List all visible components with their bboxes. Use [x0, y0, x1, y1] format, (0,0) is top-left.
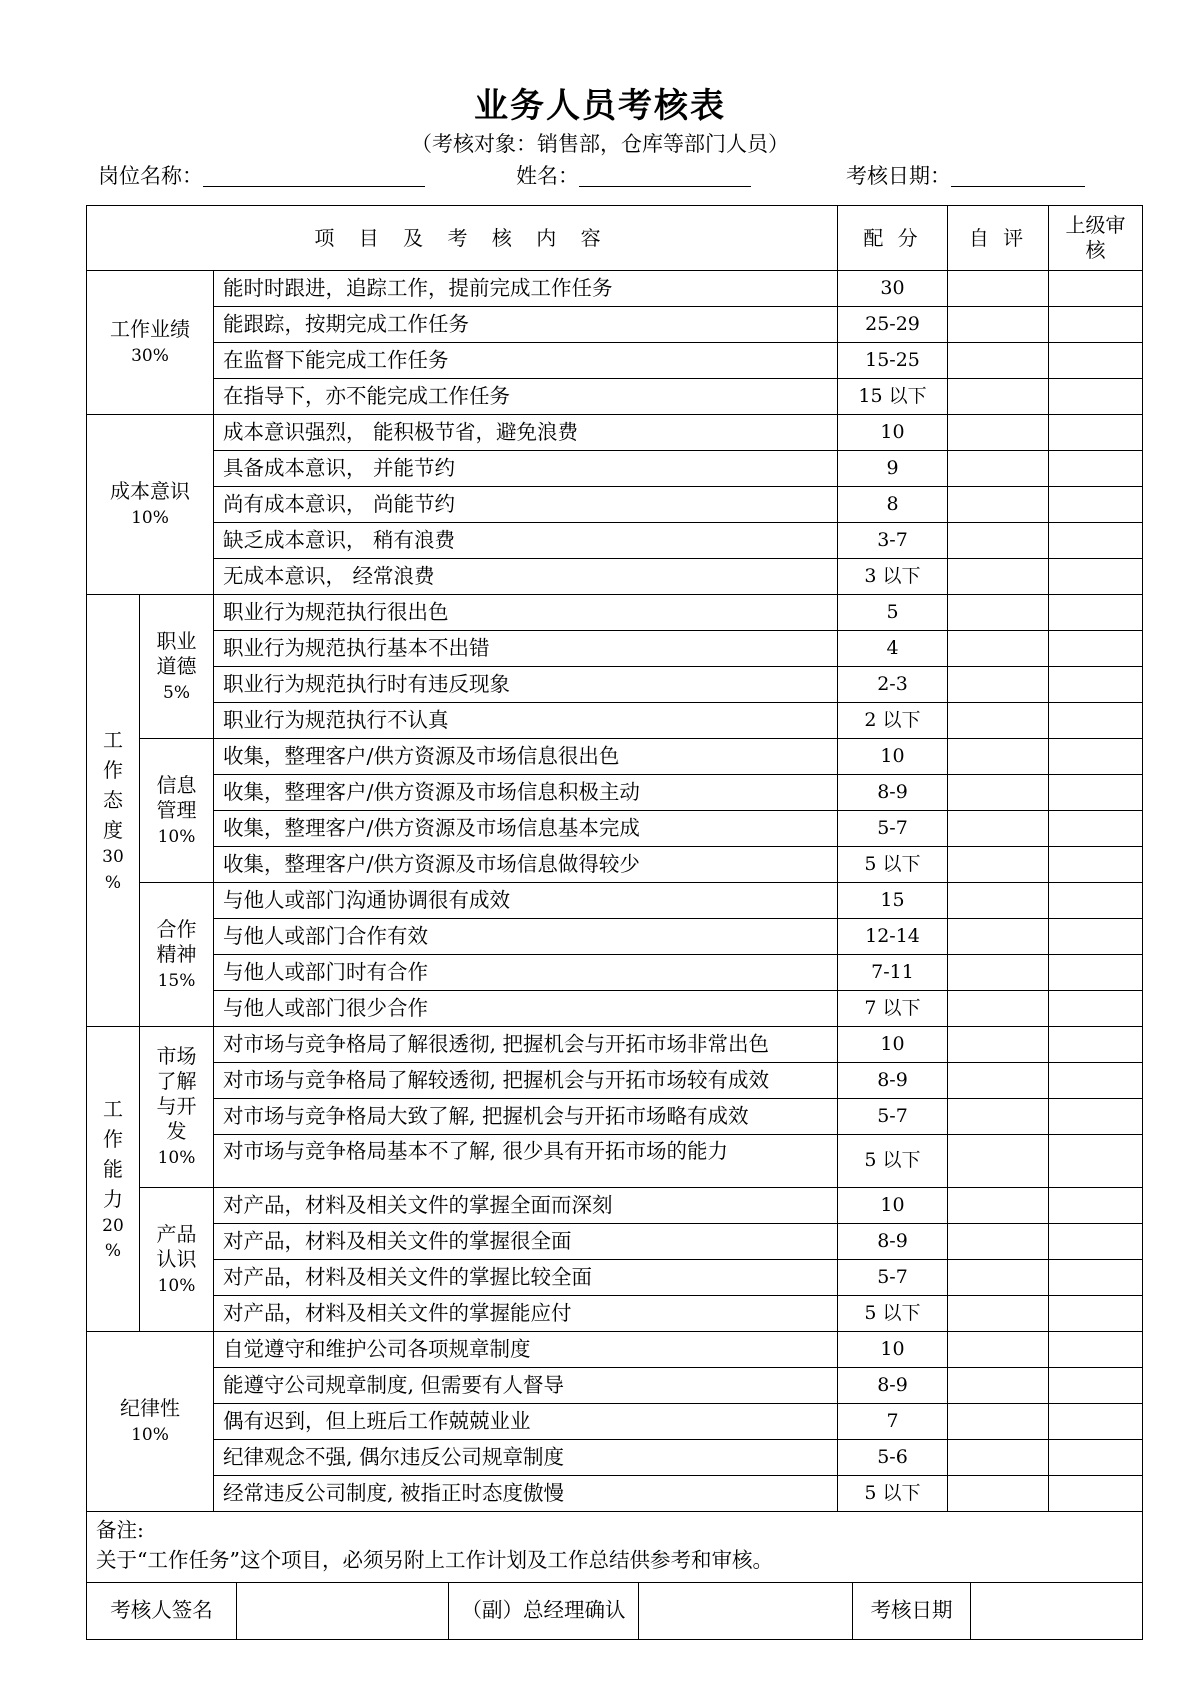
row-desc: 能时时跟进，追踪工作，提前完成工作任务	[214, 271, 838, 307]
notes-text: 关于“工作任务”这个项目，必须另附上工作计划及工作总结供参考和审核。	[96, 1547, 773, 1572]
row-desc: 与他人或部门很少合作	[214, 991, 838, 1027]
header-superior	[1049, 206, 1143, 271]
row-desc: 对产品，材料及相关文件的掌握比较全面	[214, 1260, 838, 1296]
self-eval-cell[interactable]	[948, 991, 1049, 1027]
row-desc: 对产品，材料及相关文件的掌握能应付	[214, 1296, 838, 1332]
date-input[interactable]	[951, 166, 1085, 187]
table-row	[87, 1296, 1143, 1332]
category-ability-char: 力	[103, 1186, 123, 1211]
superior-eval-cell[interactable]	[1049, 1260, 1143, 1296]
row-score: 10	[838, 1027, 948, 1063]
category-attitude-char: 态	[103, 788, 123, 812]
category-attitude-pct: 30	[102, 847, 124, 867]
self-eval-cell[interactable]	[948, 1332, 1049, 1368]
row-desc: 收集，整理客户/供方资源及市场信息基本完成	[214, 811, 838, 847]
table-row	[87, 1368, 1143, 1404]
row-score: 9	[838, 451, 948, 487]
notes-row	[87, 1512, 1143, 1583]
category-attitude-char: 度	[103, 818, 123, 842]
table-row	[87, 667, 1143, 703]
row-desc: 收集，整理客户/供方资源及市场信息积极主动	[214, 775, 838, 811]
row-desc: 具备成本意识， 并能节约	[214, 451, 838, 487]
category-attitude-char: 作	[103, 758, 123, 782]
row-desc: 对市场与竞争格局大致了解, 把握机会与开拓市场略有成效	[214, 1099, 838, 1135]
category-cost	[87, 415, 214, 595]
row-score: 7 以下	[838, 991, 948, 1027]
table-row	[87, 523, 1143, 559]
category-attitude-pct-sign: %	[104, 872, 122, 893]
row-score: 10	[838, 1188, 948, 1224]
subcategory-product-name: 认识	[156, 1246, 197, 1271]
table-row	[87, 559, 1143, 595]
table-row	[87, 1099, 1143, 1135]
header-superior-line1: 上级审	[1065, 213, 1126, 237]
header-superior-line2: 核	[1085, 238, 1106, 262]
superior-eval-cell[interactable]	[1049, 1063, 1143, 1099]
table-row	[87, 631, 1143, 667]
self-eval-cell[interactable]	[948, 811, 1049, 847]
superior-eval-cell[interactable]	[1049, 1099, 1143, 1135]
row-desc: 收集，整理客户/供方资源及市场信息做得较少	[214, 847, 838, 883]
table-row	[87, 271, 1143, 307]
superior-eval-cell[interactable]	[1049, 451, 1143, 487]
subcategory-ethics-name: 道德	[156, 653, 197, 678]
date-label: 考核日期：	[846, 164, 951, 188]
category-performance-name: 工作业绩	[110, 317, 190, 342]
subcategory-market-name: 与开	[156, 1094, 197, 1119]
table-row	[87, 451, 1143, 487]
table-row	[87, 1027, 1143, 1063]
superior-eval-cell[interactable]	[1049, 919, 1143, 955]
category-ability-char: 能	[103, 1156, 123, 1181]
row-desc: 职业行为规范执行时有违反现象	[214, 667, 838, 703]
row-score: 7-11	[838, 955, 948, 991]
row-desc: 对产品，材料及相关文件的掌握全面而深刻	[214, 1188, 838, 1224]
superior-eval-cell[interactable]	[1049, 1404, 1143, 1440]
superior-eval-cell[interactable]	[1049, 955, 1143, 991]
header-content: 项 目 及 考 核 内 容	[87, 206, 838, 271]
superior-eval-cell[interactable]	[1049, 847, 1143, 883]
subcategory-ethics-pct: 5%	[163, 682, 190, 703]
self-eval-cell[interactable]	[948, 1135, 1049, 1188]
row-score: 5-7	[838, 811, 948, 847]
row-desc: 纪律观念不强, 偶尔违反公司规章制度	[214, 1440, 838, 1476]
self-eval-cell[interactable]	[948, 1027, 1049, 1063]
self-eval-cell[interactable]	[948, 1404, 1049, 1440]
subcategory-teamwork-pct: 15%	[157, 970, 196, 991]
self-eval-cell[interactable]	[948, 1368, 1049, 1404]
row-score: 8-9	[838, 1063, 948, 1099]
self-eval-cell[interactable]	[948, 1440, 1049, 1476]
name-input[interactable]	[579, 166, 751, 187]
row-desc: 无成本意识， 经常浪费	[214, 559, 838, 595]
row-score: 15 以下	[838, 379, 948, 415]
row-score: 2 以下	[838, 703, 948, 739]
table-row	[87, 595, 1143, 631]
subcategory-market-name: 了解	[156, 1069, 197, 1094]
subcategory-product	[140, 1188, 214, 1332]
row-score: 2-3	[838, 667, 948, 703]
table-row	[87, 1440, 1143, 1476]
position-field	[98, 160, 425, 190]
position-input[interactable]	[203, 166, 425, 187]
self-eval-cell[interactable]	[948, 847, 1049, 883]
subcategory-market-pct: 10%	[157, 1148, 196, 1169]
row-desc: 职业行为规范执行基本不出错	[214, 631, 838, 667]
row-score: 5	[838, 595, 948, 631]
header-score: 配 分	[838, 206, 948, 271]
superior-eval-cell[interactable]	[1049, 703, 1143, 739]
subcategory-ethics-name: 职业	[156, 628, 197, 653]
superior-eval-cell[interactable]	[1049, 739, 1143, 775]
superior-eval-cell[interactable]	[1049, 523, 1143, 559]
row-desc: 经常违反公司制度, 被指正时态度傲慢	[214, 1476, 838, 1512]
row-desc: 对市场与竞争格局了解较透彻, 把握机会与开拓市场较有成效	[214, 1063, 838, 1099]
row-score: 15-25	[838, 343, 948, 379]
superior-eval-cell[interactable]	[1049, 1476, 1143, 1512]
row-desc: 缺乏成本意识， 稍有浪费	[214, 523, 838, 559]
table-row	[87, 1063, 1143, 1099]
superior-eval-cell[interactable]	[1049, 595, 1143, 631]
category-discipline-name: 纪律性	[120, 1396, 180, 1421]
row-score: 5 以下	[838, 1135, 948, 1188]
table-row	[87, 487, 1143, 523]
table-row	[87, 1476, 1143, 1512]
table-row	[87, 703, 1143, 739]
table-row	[87, 1135, 1143, 1188]
row-desc: 与他人或部门合作有效	[214, 919, 838, 955]
row-score: 5 以下	[838, 1296, 948, 1332]
row-score: 3 以下	[838, 559, 948, 595]
position-label: 岗位名称：	[98, 164, 203, 188]
subcategory-info	[140, 739, 214, 883]
name-label: 姓名：	[516, 164, 579, 188]
assessor-signature-field[interactable]	[237, 1582, 449, 1639]
page-title: 业务人员考核表	[474, 86, 726, 126]
row-score: 4	[838, 631, 948, 667]
row-desc: 偶有迟到，但上班后工作兢兢业业	[214, 1404, 838, 1440]
table-row	[87, 955, 1143, 991]
row-desc: 成本意识强烈， 能积极节省，避免浪费	[214, 415, 838, 451]
gm-confirm-field[interactable]	[639, 1582, 853, 1639]
superior-eval-cell[interactable]	[1049, 667, 1143, 703]
superior-eval-cell[interactable]	[1049, 1135, 1143, 1188]
gm-confirm-label: （副）总经理确认	[449, 1582, 639, 1639]
self-eval-cell[interactable]	[948, 667, 1049, 703]
subcategory-market-name: 市场	[156, 1044, 197, 1069]
table-row	[87, 775, 1143, 811]
category-discipline	[87, 1332, 214, 1512]
superior-eval-cell[interactable]	[1049, 991, 1143, 1027]
row-score: 5 以下	[838, 1476, 948, 1512]
superior-eval-cell[interactable]	[1049, 307, 1143, 343]
category-attitude-char: 工	[103, 728, 123, 752]
category-performance	[87, 271, 214, 415]
self-eval-cell[interactable]	[948, 451, 1049, 487]
row-desc: 对产品，材料及相关文件的掌握很全面	[214, 1224, 838, 1260]
row-desc: 能跟踪，按期完成工作任务	[214, 307, 838, 343]
signature-row	[87, 1582, 1143, 1639]
category-ability-pct-sign: %	[104, 1241, 122, 1261]
notes-cell	[87, 1512, 1143, 1583]
table-row	[87, 811, 1143, 847]
table-row	[87, 1260, 1143, 1296]
subcategory-info-name: 信息	[156, 772, 197, 797]
row-desc: 在监督下能完成工作任务	[214, 343, 838, 379]
self-eval-cell[interactable]	[948, 1188, 1049, 1224]
category-ability	[87, 1027, 140, 1332]
row-score: 8-9	[838, 1224, 948, 1260]
row-desc: 在指导下，亦不能完成工作任务	[214, 379, 838, 415]
row-score: 3-7	[838, 523, 948, 559]
assessment-date-label: 考核日期	[853, 1582, 971, 1639]
superior-eval-cell[interactable]	[1049, 487, 1143, 523]
self-eval-cell[interactable]	[948, 1296, 1049, 1332]
table-row	[87, 1404, 1143, 1440]
category-ability-pct: 20	[102, 1215, 124, 1236]
superior-eval-cell[interactable]	[1049, 1440, 1143, 1476]
assessment-table-wrap	[86, 205, 1142, 1640]
row-score: 8-9	[838, 1368, 948, 1404]
row-score: 10	[838, 415, 948, 451]
row-desc: 与他人或部门时有合作	[214, 955, 838, 991]
assessor-signature-label: 考核人签名	[87, 1582, 237, 1639]
row-score: 12-14	[838, 919, 948, 955]
superior-eval-cell[interactable]	[1049, 343, 1143, 379]
row-score: 5 以下	[838, 847, 948, 883]
row-score: 8-9	[838, 775, 948, 811]
superior-eval-cell[interactable]	[1049, 811, 1143, 847]
subcategory-market-name: 发	[166, 1119, 187, 1144]
subcategory-teamwork	[140, 883, 214, 1027]
row-desc: 职业行为规范执行很出色	[214, 595, 838, 631]
table-row	[87, 415, 1143, 451]
row-desc: 与他人或部门沟通协调很有成效	[214, 883, 838, 919]
category-attitude	[87, 595, 140, 1027]
subcategory-teamwork-name: 精神	[156, 941, 197, 966]
row-score: 30	[838, 271, 948, 307]
table-row	[87, 343, 1143, 379]
row-score: 10	[838, 739, 948, 775]
table-row	[87, 1188, 1143, 1224]
self-eval-cell[interactable]	[948, 487, 1049, 523]
category-performance-pct: 30%	[131, 346, 169, 367]
self-eval-cell[interactable]	[948, 415, 1049, 451]
self-eval-cell[interactable]	[948, 1099, 1049, 1135]
self-eval-cell[interactable]	[948, 343, 1049, 379]
self-eval-cell[interactable]	[948, 523, 1049, 559]
row-desc: 职业行为规范执行不认真	[214, 703, 838, 739]
superior-eval-cell[interactable]	[1049, 559, 1143, 595]
self-eval-cell[interactable]	[948, 919, 1049, 955]
self-eval-cell[interactable]	[948, 1260, 1049, 1296]
category-ability-char: 作	[103, 1126, 123, 1151]
row-desc: 尚有成本意识， 尚能节约	[214, 487, 838, 523]
assessment-date-field[interactable]	[971, 1582, 1143, 1639]
category-ability-char: 工	[103, 1096, 123, 1121]
subcategory-info-pct: 10%	[157, 826, 196, 847]
superior-eval-cell[interactable]	[1049, 1027, 1143, 1063]
superior-eval-cell[interactable]	[1049, 271, 1143, 307]
name-field	[516, 160, 751, 190]
row-desc: 对市场与竞争格局了解很透彻, 把握机会与开拓市场非常出色	[214, 1027, 838, 1063]
table-row	[87, 379, 1143, 415]
header-self: 自 评	[948, 206, 1049, 271]
superior-eval-cell[interactable]	[1049, 1368, 1143, 1404]
superior-eval-cell[interactable]	[1049, 883, 1143, 919]
row-score: 8	[838, 487, 948, 523]
self-eval-cell[interactable]	[948, 883, 1049, 919]
superior-eval-cell[interactable]	[1049, 1296, 1143, 1332]
row-desc: 自觉遵守和维护公司各项规章制度	[214, 1332, 838, 1368]
self-eval-cell[interactable]	[948, 559, 1049, 595]
self-eval-cell[interactable]	[948, 1224, 1049, 1260]
table-row	[87, 739, 1143, 775]
row-score: 25-29	[838, 307, 948, 343]
row-score: 10	[838, 1332, 948, 1368]
table-row	[87, 991, 1143, 1027]
self-eval-cell[interactable]	[948, 595, 1049, 631]
superior-eval-cell[interactable]	[1049, 775, 1143, 811]
category-cost-pct: 10%	[131, 508, 169, 529]
superior-eval-cell[interactable]	[1049, 1332, 1143, 1368]
superior-eval-cell[interactable]	[1049, 1188, 1143, 1224]
subcategory-ethics	[140, 595, 214, 739]
notes-label: 备注:	[96, 1518, 144, 1542]
self-eval-cell[interactable]	[948, 739, 1049, 775]
signature-table	[86, 1582, 1143, 1640]
table-row	[87, 307, 1143, 343]
table-row	[87, 919, 1143, 955]
self-eval-cell[interactable]	[948, 703, 1049, 739]
category-discipline-pct: 10%	[131, 1425, 169, 1446]
page-subtitle: （考核对象：销售部，仓库等部门人员）	[411, 132, 789, 156]
row-score: 5-7	[838, 1099, 948, 1135]
subcategory-info-name: 管理	[156, 797, 197, 822]
row-desc: 收集，整理客户/供方资源及市场信息很出色	[214, 739, 838, 775]
self-eval-cell[interactable]	[948, 271, 1049, 307]
row-desc: 能遵守公司规章制度, 但需要有人督导	[214, 1368, 838, 1404]
subcategory-market	[140, 1027, 214, 1188]
subcategory-product-pct: 10%	[157, 1275, 196, 1296]
subcategory-teamwork-name: 合作	[156, 916, 197, 941]
row-desc: 对市场与竞争格局基本不了解, 很少具有开拓市场的能力	[214, 1135, 838, 1188]
row-score: 7	[838, 1404, 948, 1440]
table-header-row	[87, 206, 1143, 271]
self-eval-cell[interactable]	[948, 631, 1049, 667]
self-eval-cell[interactable]	[948, 379, 1049, 415]
table-row	[87, 847, 1143, 883]
row-score: 5-6	[838, 1440, 948, 1476]
table-row	[87, 1224, 1143, 1260]
assessment-table	[86, 205, 1143, 1583]
self-eval-cell[interactable]	[948, 1063, 1049, 1099]
row-score: 15	[838, 883, 948, 919]
superior-eval-cell[interactable]	[1049, 631, 1143, 667]
self-eval-cell[interactable]	[948, 775, 1049, 811]
superior-eval-cell[interactable]	[1049, 1224, 1143, 1260]
self-eval-cell[interactable]	[948, 307, 1049, 343]
superior-eval-cell[interactable]	[1049, 415, 1143, 451]
table-row	[87, 1332, 1143, 1368]
self-eval-cell[interactable]	[948, 1476, 1049, 1512]
row-score: 5-7	[838, 1260, 948, 1296]
table-row	[87, 883, 1143, 919]
date-field	[846, 160, 1085, 190]
category-cost-name: 成本意识	[110, 479, 190, 504]
subcategory-product-name: 产品	[156, 1221, 197, 1246]
superior-eval-cell[interactable]	[1049, 379, 1143, 415]
self-eval-cell[interactable]	[948, 955, 1049, 991]
